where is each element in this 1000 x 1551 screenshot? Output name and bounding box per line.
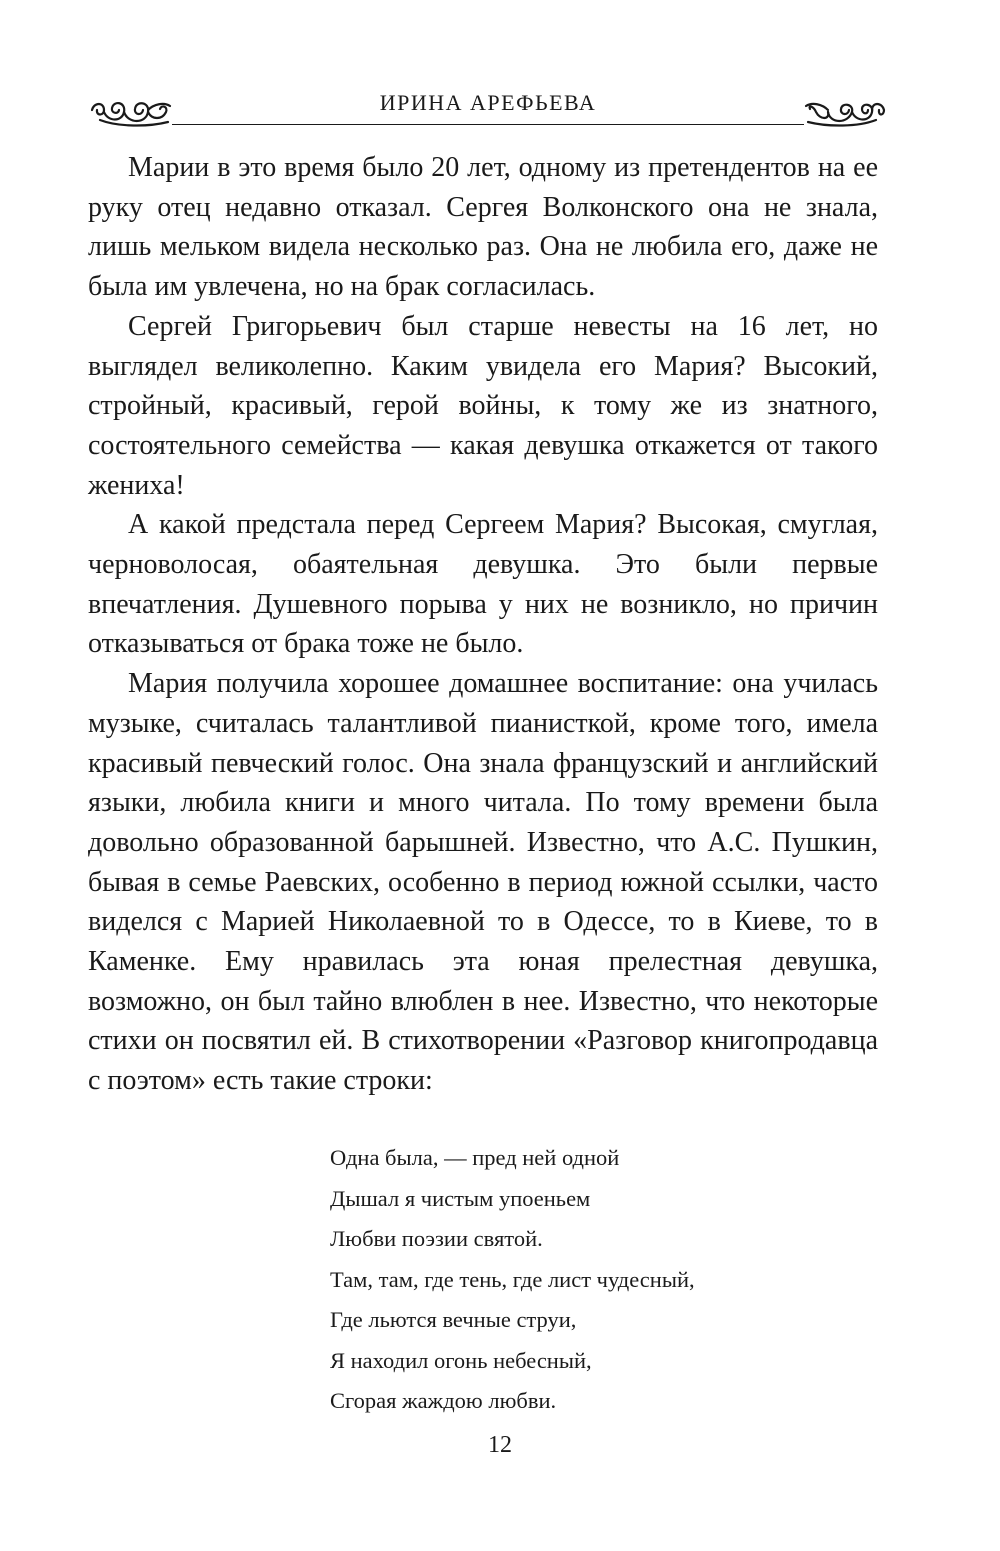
- running-head-title: ИРИНА АРЕФЬЕВА: [379, 90, 597, 115]
- poem-line: Одна была, — пред ней одной: [330, 1145, 620, 1170]
- running-head: [88, 92, 888, 136]
- poem-line: Сгорая жаждою любви.: [330, 1388, 557, 1413]
- scroll-ornament-icon: [802, 96, 888, 130]
- paragraph: А какой предстала перед Сергеем Мария? Высокая, смуглая, черноволосая, обаятельная девушка. Это были первые впечатления. Душевного порыва у них не возникло, но причин отказываться от брака тоже не было.: [88, 509, 878, 660]
- poem-line: Где льются вечные струи,: [330, 1307, 577, 1332]
- page-number: 12: [488, 1432, 512, 1458]
- poem-quote: [330, 1138, 695, 1422]
- paragraph: Марии в это время было 20 лет, одному из претендентов на ее руку отец недавно отказал. Сергея Волконского она не знала, лишь мельком видела несколько раз. Она не любила его, даже не была им увлечена, но на брак согласилась.: [88, 152, 878, 303]
- poem-line: Я находил огонь небесный,: [330, 1347, 592, 1373]
- poem-line: Дышал я чистым упоеньем: [330, 1185, 591, 1211]
- paragraph: Сергей Григорьевич был старше невесты на 16 лет, но выглядел великолепно. Каким увидела его Мария? Высокий, стройный, красивый, герой войны, к тому же из знатного, состоятельного семейства — какая девушка откажется от такого жениха!: [88, 310, 878, 501]
- poem-line: Там, там, где тень, где лист чудесный,: [330, 1266, 695, 1292]
- paragraph: Мария получила хорошее домашнее воспитание: она училась музыке, считалась талантливой пианисткой, кроме того, имела красивый певческий голос. Она знала французский и английский языки, любила книги и много читала. По тому времени была довольно образованной барышней. Известно, что А.С. Пушкин, бывая в семье Раевских, особенно в период южной ссылки, часто виделся с Марией Николаевной то в Одессе, то в Киеве, то в Каменке. Ему нравилась эта юная прелестная девушка, возможно, он был тайно влюблен в нее. Известно, что некоторые стихи он посвятил ей. В стихотворении «Разговор книгопродавца с поэтом» есть такие строки:: [88, 668, 878, 1097]
- poem-line: Любви поэзии святой.: [330, 1226, 543, 1251]
- body-text: [88, 148, 878, 1101]
- header-rule: [172, 124, 804, 125]
